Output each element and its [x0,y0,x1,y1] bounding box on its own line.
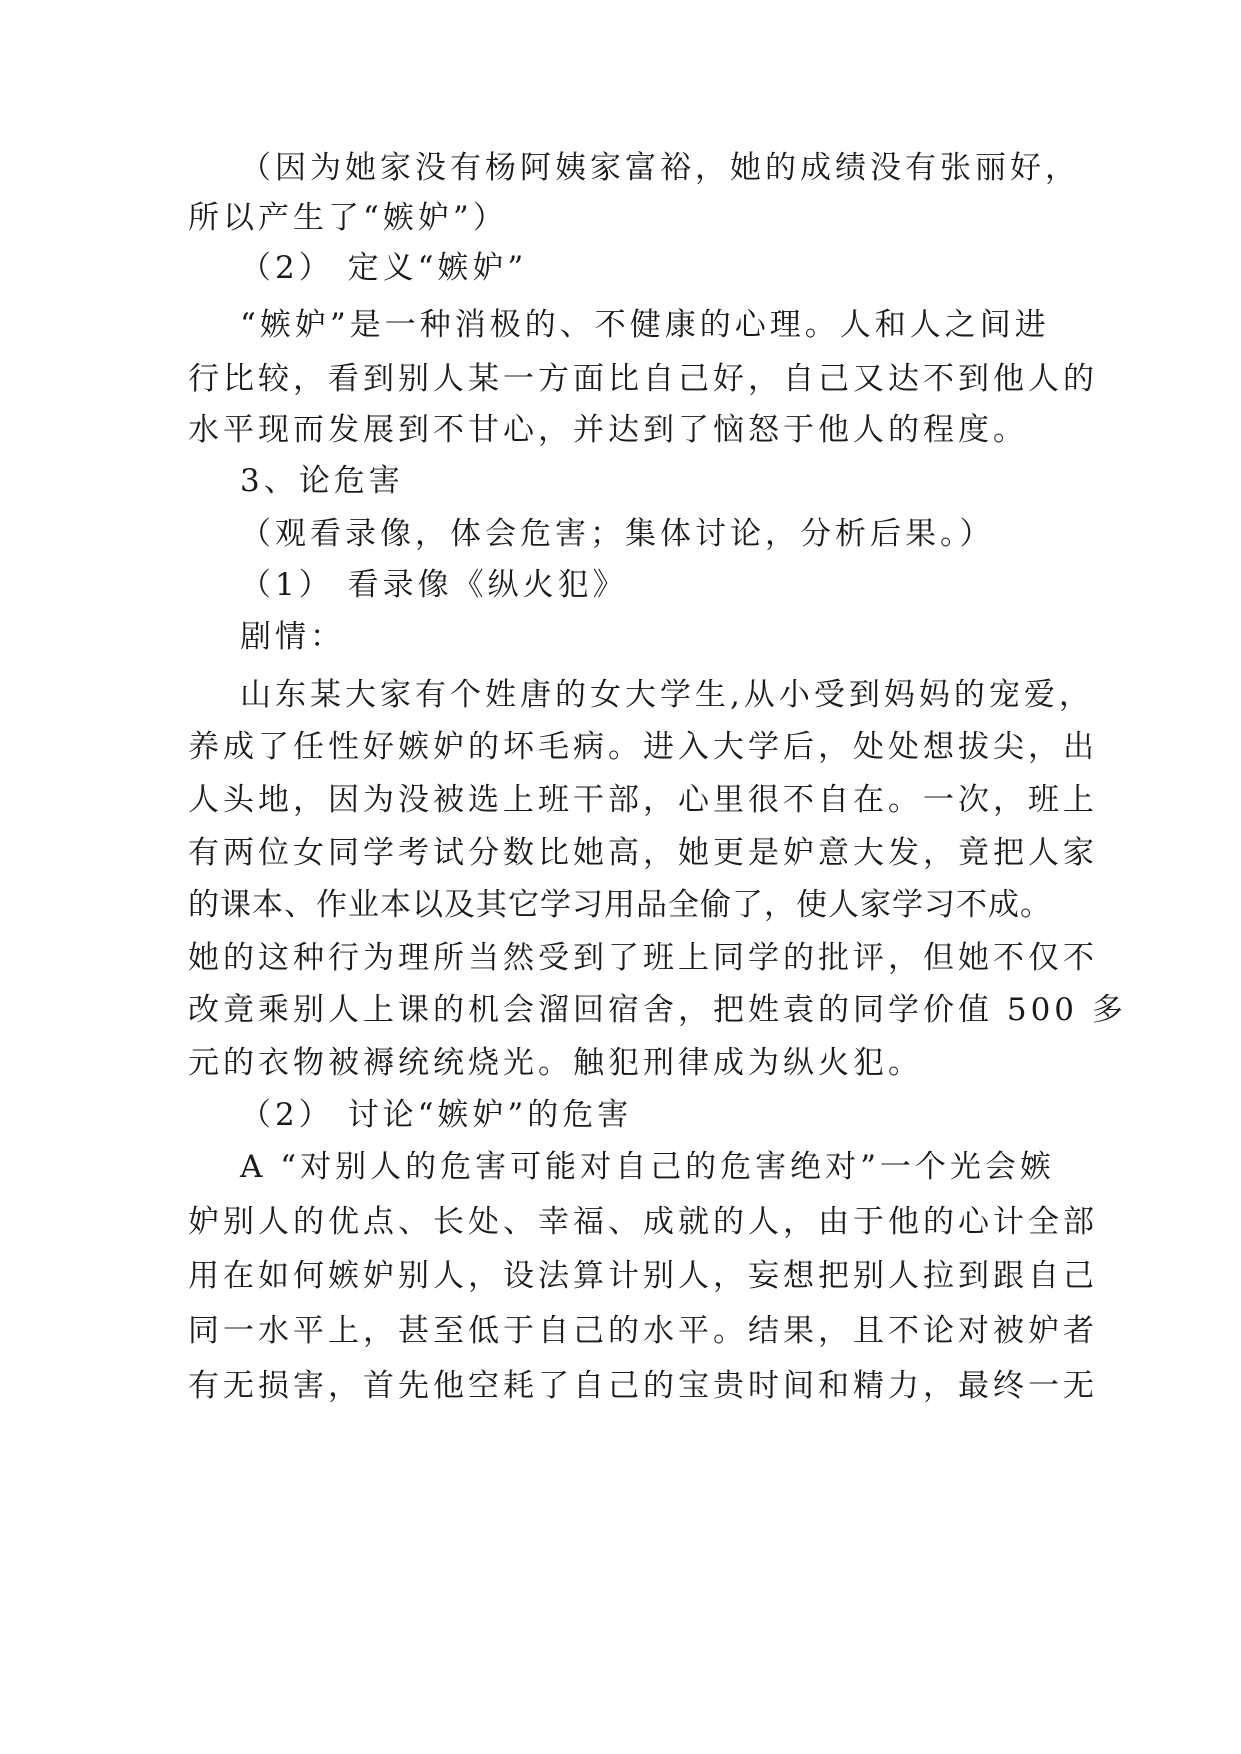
text-line: 改竟乘别人上课的机会溜回宿舍，把姓袁的同学价值 500 多 [188,992,1127,1028]
text-line: 山东某大家有个姓唐的女大学生,从小受到妈妈的宠爱， [240,677,1094,713]
text-line: 同一水平上，甚至低于自己的水平。结果，且不论对被妒者 [188,1313,1098,1349]
text-line: （因为她家没有杨阿姨家富裕，她的成绩没有张丽好， [240,150,1080,186]
section-heading: （2） 定义“嫉妒” [240,250,528,286]
text-line: （观看录像，体会危害；集体讨论，分析后果。） [240,516,995,552]
section-heading: （2） 讨论“嫉妒”的危害 [240,1097,633,1133]
text-line: 人头地，因为没被选上班干部，心里很不自在。一次，班上 [188,782,1098,818]
text-line: 有无损害，首先他空耗了自己的宝贵时间和精力，最终一无 [188,1368,1098,1404]
text-line: 养成了任性好嫉妒的坏毛病。进入大学后，处处想拔尖，出 [188,729,1098,765]
text-line: 她的这种行为理所当然受到了班上同学的批评，但她不仅不 [188,940,1098,976]
text-line: 所以产生了“嫉妒”） [188,200,508,236]
text-line: 剧情： [240,619,345,655]
section-heading: （1） 看录像《纵火犯》 [240,567,628,603]
text-line: 用在如何嫉妒别人，设法算计别人，妄想把别人拉到跟自己 [188,1258,1098,1294]
text-line: 水平现而发展到不甘心，并达到了恼怒于他人的程度。 [188,412,1028,448]
text-line: 元的衣物被褥统统烧光。触犯刑律成为纵火犯。 [188,1045,923,1081]
text-line: A “对别人的危害可能对自己的危害绝对”一个光会嫉 [240,1149,1055,1185]
text-line: 有两位女同学考试分数比她高，她更是妒意大发，竟把人家 [188,835,1098,871]
text-line: 妒别人的优点、长处、幸福、成就的人，由于他的心计全部 [188,1204,1098,1240]
section-heading: 3、论危害 [240,463,404,499]
text-line: 行比较，看到别人某一方面比自己好，自己又达不到他人的 [188,361,1098,397]
text-line: “嫉妒”是一种消极的、不健康的心理。人和人之间进 [240,307,1050,343]
text-line: 的课本、作业本以及其它学习用品全偷了，使人家学习不成。 [188,887,1052,923]
